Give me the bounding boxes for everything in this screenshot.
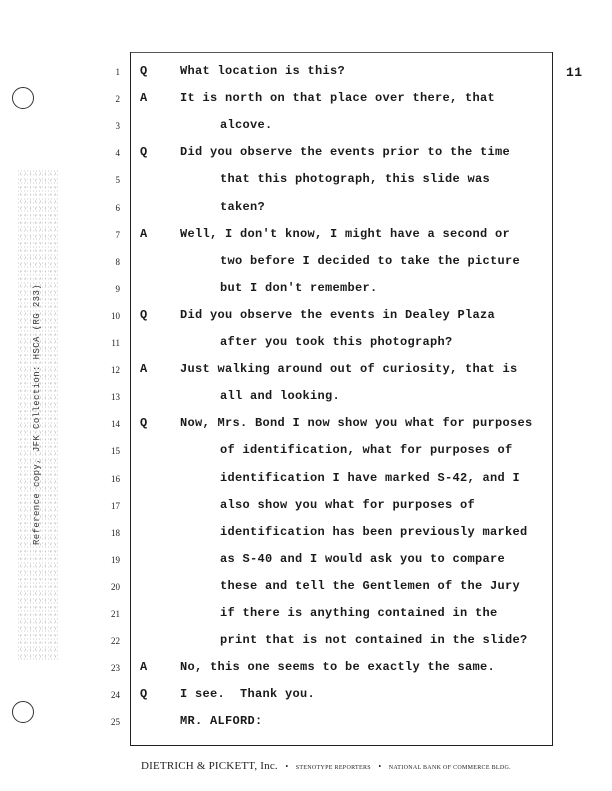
line-number: 15	[111, 446, 120, 456]
line-number: 23	[111, 663, 120, 673]
frame-top-border	[130, 52, 553, 53]
line-number: 11	[111, 338, 120, 348]
transcript-line-text: taken?	[220, 200, 266, 214]
binder-hole-top	[12, 87, 34, 109]
transcript-line-text: Just walking around out of curiosity, that is	[180, 362, 518, 376]
line-number: 2	[115, 94, 120, 104]
transcript-line-text: No, this one seems to be exactly the same.	[180, 660, 496, 674]
transcript-line-text: Did you observe the events prior to the time	[180, 145, 511, 159]
transcript-line-text: What location is this?	[180, 64, 346, 78]
transcript-line-text: alcove.	[220, 118, 273, 132]
line-number: 18	[111, 528, 120, 538]
transcript-line-text: but I don't remember.	[220, 281, 378, 295]
speaker-label: A	[140, 660, 148, 674]
page-number: 11	[566, 65, 583, 80]
speaker-label: Q	[140, 416, 148, 430]
line-number: 24	[111, 690, 120, 700]
line-number: 20	[111, 582, 120, 592]
transcript-line-text: Well, I don't know, I might have a second or	[180, 227, 511, 241]
frame-left-border	[130, 52, 131, 746]
speaker-label: A	[140, 227, 148, 241]
line-number: 12	[111, 365, 120, 375]
transcript-line-text: identification has been previously marked	[220, 525, 528, 539]
transcript-line-text: these and tell the Gentlemen of the Jury	[220, 579, 521, 593]
transcript-line-text: as S-40 and I would ask you to compare	[220, 552, 506, 566]
line-number: 3	[115, 121, 120, 131]
line-number: 16	[111, 474, 120, 484]
speaker-label: Q	[140, 687, 148, 701]
transcript-line-text: identification I have marked S-42, and I	[220, 471, 521, 485]
frame-bottom-border	[130, 745, 553, 746]
line-number: 1	[115, 67, 120, 77]
transcript-line-text: It is north on that place over there, that	[180, 91, 496, 105]
footer-firm: DIETRICH & PICKETT, Inc.	[141, 760, 278, 772]
archive-stamp: Reference copy, JFK Collection: HSCA (RG 233)	[32, 283, 42, 545]
frame-right-border	[552, 52, 553, 746]
line-number: 25	[111, 717, 120, 727]
footer-middle: STENOTYPE REPORTERS	[295, 765, 371, 771]
speaker-label: Q	[140, 145, 148, 159]
transcript-line-text: after you took this photograph?	[220, 335, 453, 349]
speaker-label: Q	[140, 64, 148, 78]
line-number: 7	[115, 230, 120, 240]
speaker-label: A	[140, 91, 148, 105]
transcript-line-text: of identification, what for purposes of	[220, 443, 513, 457]
transcript-line-text: if there is anything contained in the	[220, 606, 498, 620]
transcript-line-text: all and looking.	[220, 389, 341, 403]
transcript-line-text: two before I decided to take the picture	[220, 254, 521, 268]
footer-separator: •	[378, 762, 382, 771]
footer-address: NATIONAL BANK OF COMMERCE BLDG.	[388, 765, 511, 771]
footer	[141, 760, 581, 772]
line-number: 6	[115, 203, 120, 213]
transcript-line-text: that this photograph, this slide was	[220, 172, 491, 186]
speaker-label: A	[140, 362, 148, 376]
transcript-line-text: MR. ALFORD:	[180, 714, 263, 728]
transcript-line-text: Now, Mrs. Bond I now show you what for purposes	[180, 416, 533, 430]
line-number: 14	[111, 419, 120, 429]
transcript-line-text: print that is not contained in the slide?	[220, 633, 528, 647]
line-number: 19	[111, 555, 120, 565]
transcript-line-text: I see. Thank you.	[180, 687, 316, 701]
speaker-label: Q	[140, 308, 148, 322]
line-number: 9	[115, 284, 120, 294]
transcript-line-text: also show you what for purposes of	[220, 498, 476, 512]
line-number: 17	[111, 501, 120, 511]
line-number: 22	[111, 636, 120, 646]
line-number: 5	[115, 175, 120, 185]
line-number: 13	[111, 392, 120, 402]
transcript-line-text: Did you observe the events in Dealey Plaza	[180, 308, 496, 322]
line-number: 21	[111, 609, 120, 619]
binder-hole-bottom	[12, 701, 34, 723]
line-number: 4	[115, 148, 120, 158]
line-number: 10	[111, 311, 120, 321]
line-number: 8	[115, 257, 120, 267]
footer-separator: •	[285, 762, 289, 771]
